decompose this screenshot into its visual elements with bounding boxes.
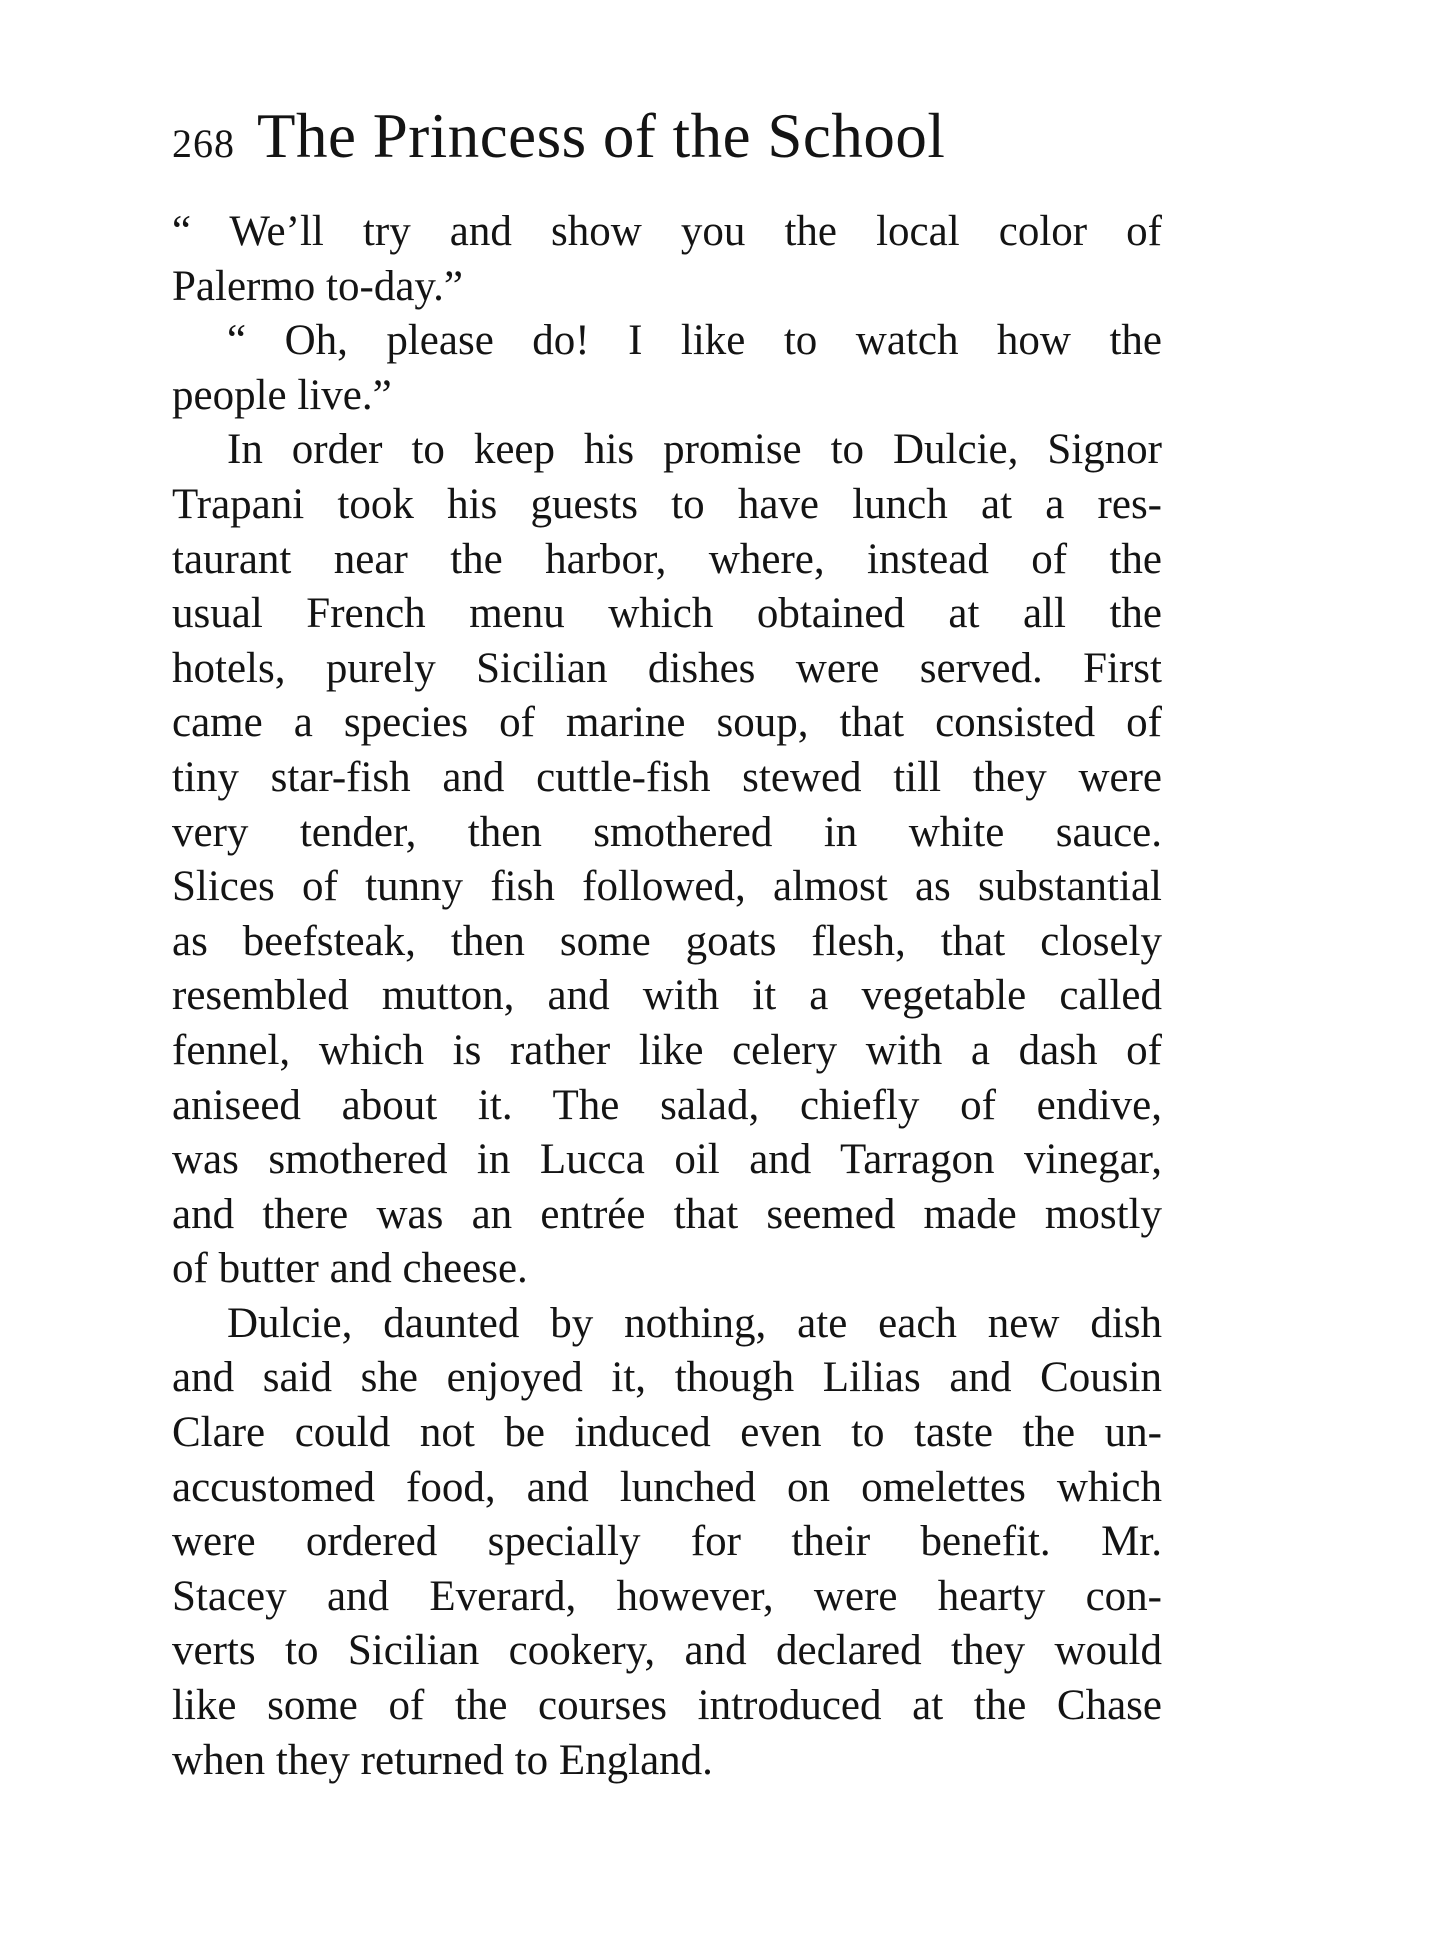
text-line: Palermo to-day.” <box>172 262 463 310</box>
text-line: Slices of tunny fish followed, almost as substantial <box>172 863 1162 911</box>
text-line: like some of the courses introduced at the Chase <box>172 1682 1162 1730</box>
paragraph <box>172 205 1162 314</box>
page-header <box>172 100 945 173</box>
text-line: aniseed about it. The salad, chiefly of endive, <box>172 1081 1162 1129</box>
body-text <box>172 205 1162 1788</box>
text-line: resembled mutton, and with it a vegetable called <box>172 972 1162 1020</box>
running-title: The Princess of the School <box>257 101 946 171</box>
text-line: Trapani took his guests to have lunch at a res- <box>172 480 1162 528</box>
text-line: accustomed food, and lunched on omelettes which <box>172 1463 1162 1511</box>
text-line: were ordered specially for their benefit. Mr. <box>172 1518 1162 1566</box>
text-line: “ We’ll try and show you the local color of <box>172 208 1162 255</box>
page-number: 268 <box>172 121 235 166</box>
text-line: when they returned to England. <box>172 1736 713 1784</box>
text-line: and said she enjoyed it, though Lilias and Cousin <box>172 1354 1162 1402</box>
text-line: of butter and cheese. <box>172 1245 528 1293</box>
text-line: Stacey and Everard, however, were hearty con- <box>172 1572 1162 1620</box>
text-line: people live.” <box>172 371 392 419</box>
text-line: In order to keep his promise to Dulcie, Signor <box>227 426 1162 474</box>
text-line: fennel, which is rather like celery with a dash of <box>172 1026 1162 1074</box>
text-line: and there was an entrée that seemed made mostly <box>172 1190 1162 1238</box>
paragraph <box>172 423 1162 1297</box>
text-line: “ Oh, please do! I like to watch how the <box>227 317 1162 365</box>
text-line: as beefsteak, then some goats flesh, that closely <box>172 917 1162 965</box>
paragraph <box>172 314 1162 423</box>
text-line: hotels, purely Sicilian dishes were served. First <box>172 644 1162 692</box>
text-line: Clare could not be induced even to taste the un- <box>172 1409 1162 1457</box>
text-line: verts to Sicilian cookery, and declared they would <box>172 1627 1162 1675</box>
text-line: very tender, then smothered in white sauce. <box>172 808 1162 856</box>
text-line: came a species of marine soup, that consisted of <box>172 699 1162 747</box>
text-line: taurant near the harbor, where, instead of the <box>172 535 1162 583</box>
text-line: tiny star-fish and cuttle-fish stewed till they were <box>172 753 1162 801</box>
text-line: usual French menu which obtained at all the <box>172 590 1162 638</box>
text-line: was smothered in Lucca oil and Tarragon vinegar, <box>172 1136 1162 1184</box>
paragraph <box>172 1297 1162 1788</box>
text-line: Dulcie, daunted by nothing, ate each new dish <box>227 1299 1162 1347</box>
